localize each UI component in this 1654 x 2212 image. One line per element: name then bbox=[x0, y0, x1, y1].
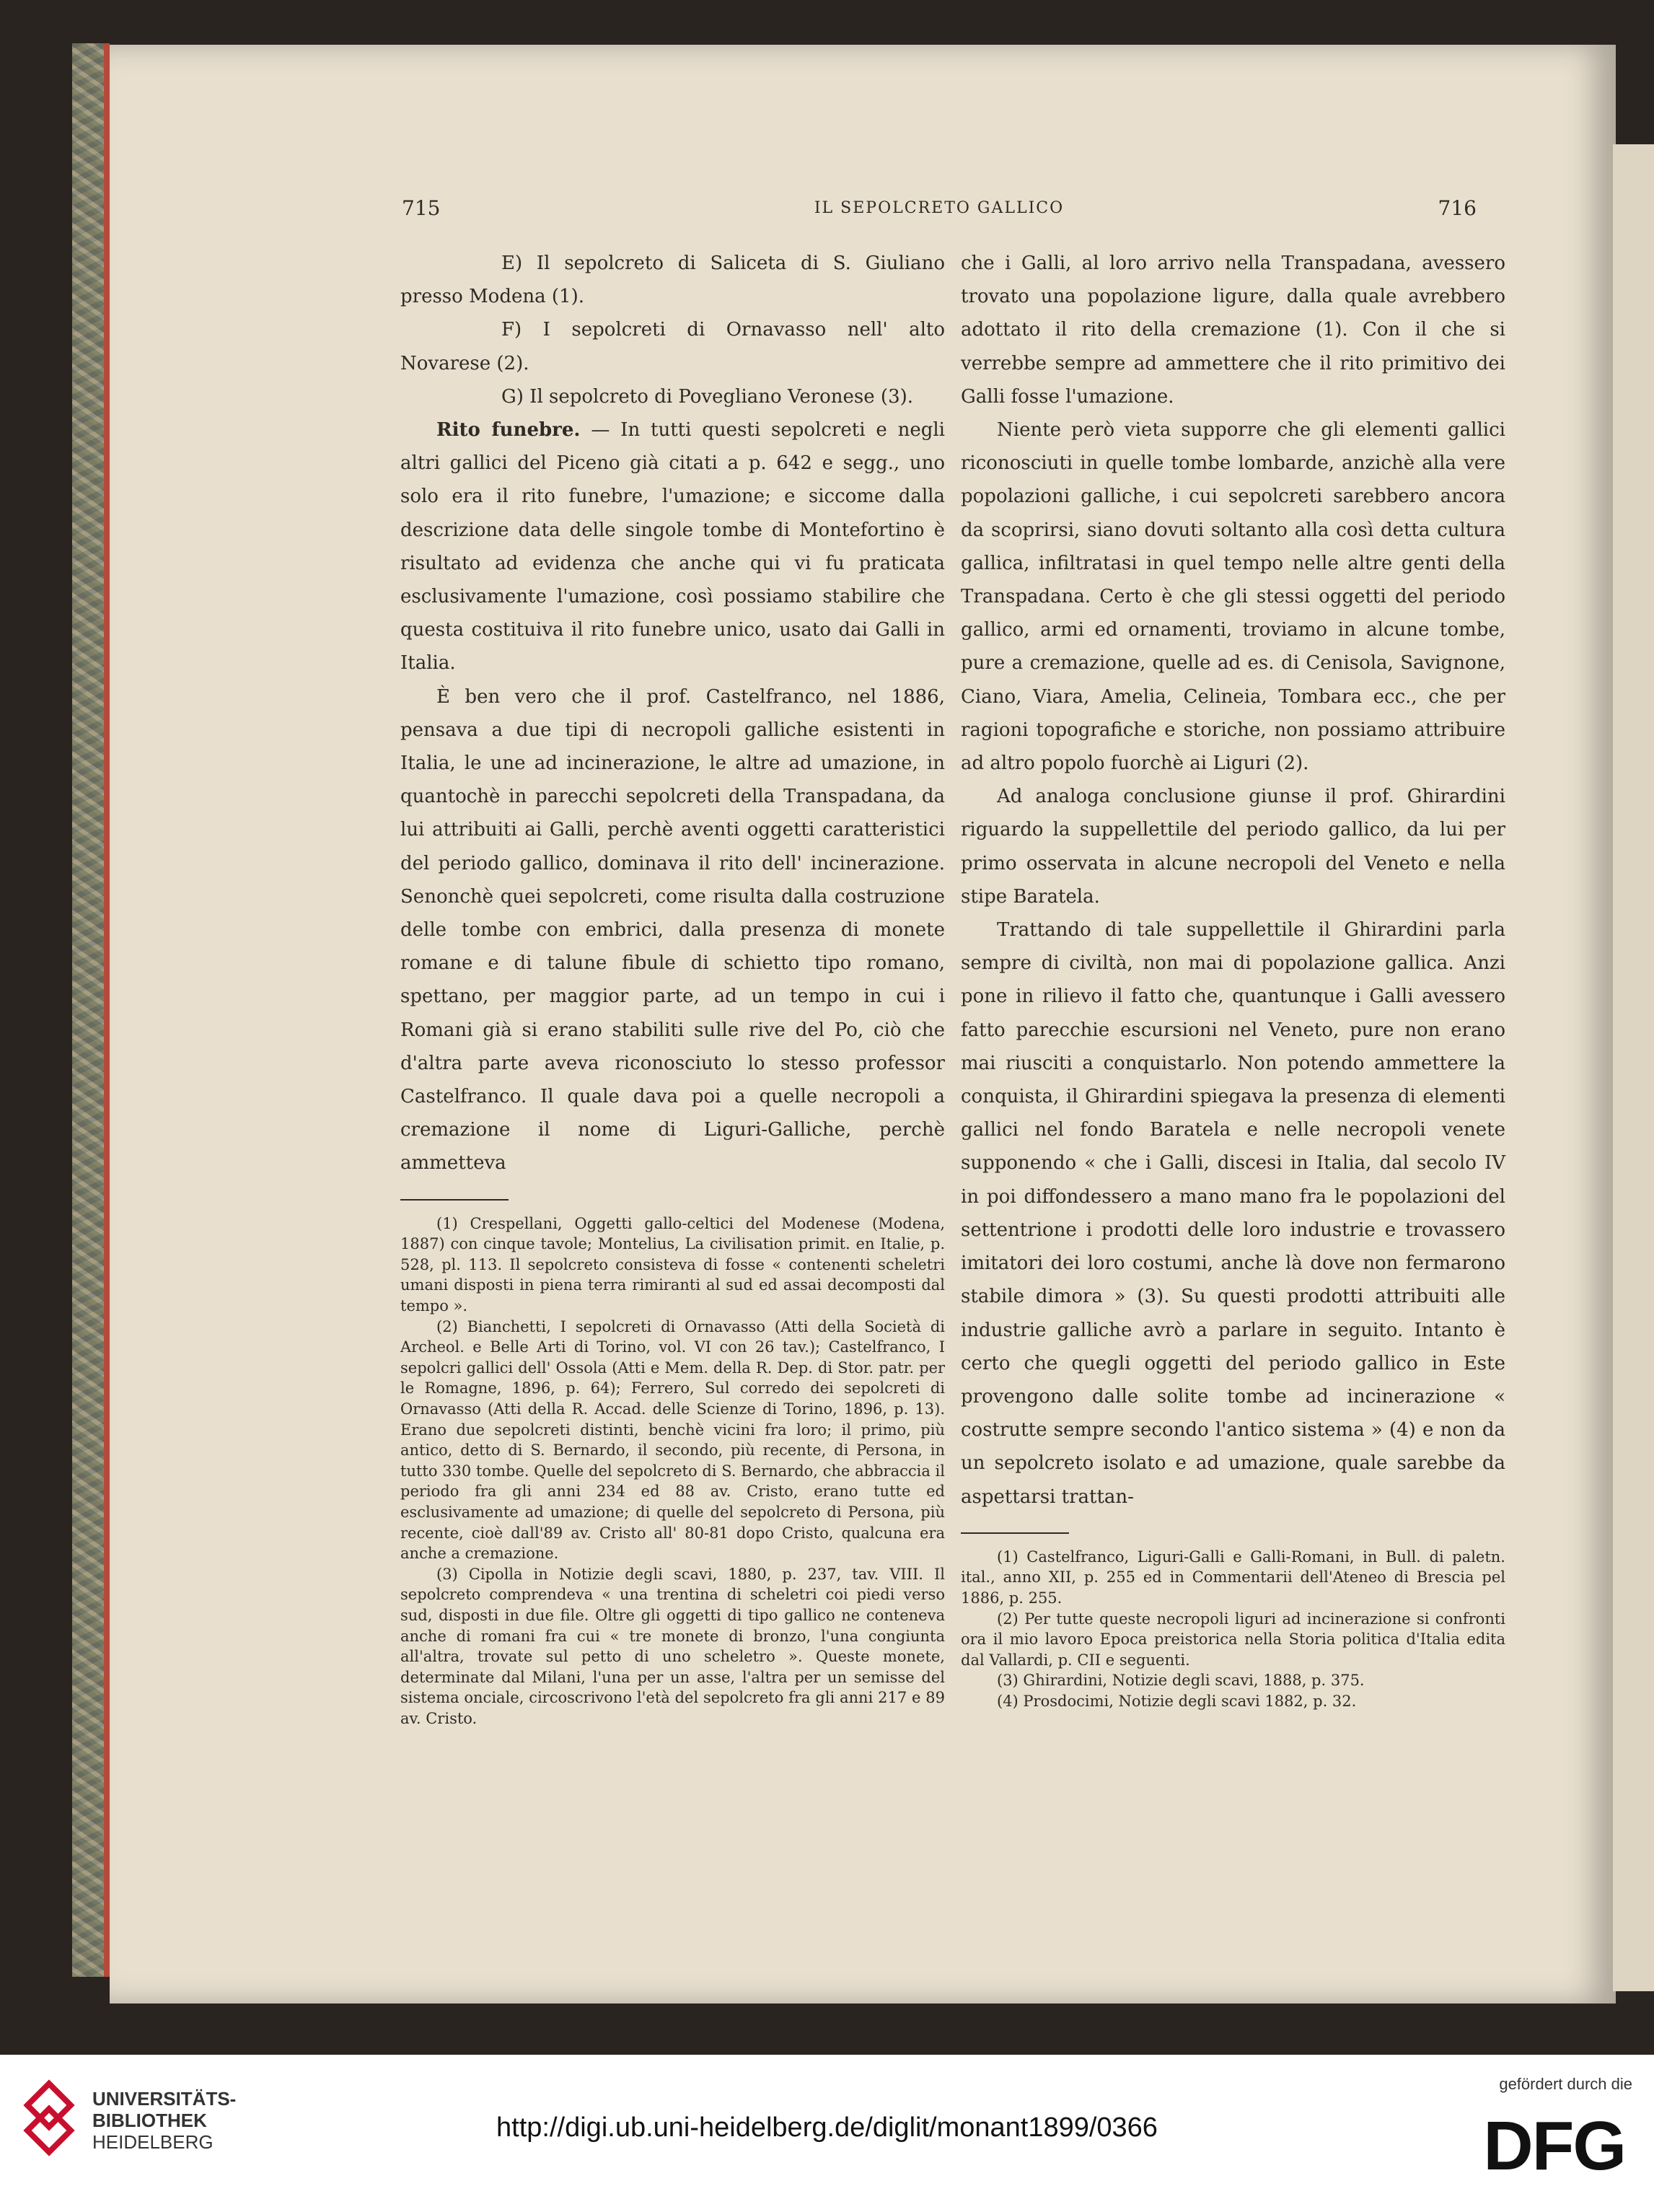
footnote-divider bbox=[961, 1532, 1069, 1534]
list-item: E) Il sepolcreto di Saliceta di S. Giuliano presso Modena (1). bbox=[400, 253, 945, 308]
page-number-left: 715 bbox=[402, 196, 441, 220]
footnote: (1) Crespellani, Oggetti gallo-celtici del Modenese (Modena, 1887) con cinque tavole; Montelius, La civilisation primit. en Italie, p. 528, pl. 113. Il sepolcreto consisteva di fosse « contenenti scheletri umani disposti in piena terra rimiranti al sud ed assai decomposti dal tempo ». bbox=[400, 1214, 945, 1315]
paragraph: È ben vero che il prof. Castelfranco, nel 1886, pensava a due tipi di necropoli galliche esistenti in Italia, le une ad incinerazione, le altre ad umazione, in quantochè in parecchi sepolcreti della Transpadana, da lui attribuiti ai Galli, perchè aventi oggetti caratteristici del periodo gallico, dominava il rito dell' incinerazione. Senonchè quei sepolcreti, come risulta dalla costruzione delle tombe con embrici, dalla presenza di monete romane e di talune fibule di schietto tipo romano, spettano, per maggior parte, ad un tempo in cui i Romani già si erano stabiliti sulle rive del Po, ciò che d'altra parte aveva riconosciuto lo stesso professor Castelfranco. Il quale dava poi a quelle necropoli a cremazione il nome di Liguri-Galliche, perchè ammetteva bbox=[400, 685, 945, 1175]
footnote: (4) Prosdocimi, Notizie degli scavi 1882, p. 32. bbox=[997, 1692, 1357, 1710]
dfg-logo: DFG bbox=[1483, 2107, 1625, 2185]
funded-by-label: gefördert durch die bbox=[1499, 2075, 1632, 2093]
footnote: (2) Bianchetti, I sepolcreti di Ornavasso (Atti della Società di Archeol. e Belle Arti di Torino, vol. VI con 26 tav.); Castelfranco, I sepolcri gallici dell' Ossola (Atti e Mem. della R. Dep. di Stor. patr. per le Romagne, 1896, p. 64); Ferrero, Sul corredo dei sepolcreti di Ornavasso (Atti della R. Accad. delle Scienze di Torino, 1896, p. 13). Erano due sepolcreti distinti, benchè vicini fra loro; il primo, più antico, detto di S. Bernardo, il secondo, più recente, di Persona, in tutto 330 tombe. Quelle del sepolcreto di S. Bernardo, che abbraccia il periodo fra gli anni 234 ed 88 av. Cristo, erano tutte ed esclusivamente ad umazione; di quelle del sepolcreto di Persona, più recente, cioè dall'89 av. Cristo all' 80-81 dopo Cristo, qualcuna era anche a cremazione. bbox=[400, 1317, 945, 1563]
rito-funebre-label: Rito funebre. bbox=[436, 419, 581, 442]
source-url-link[interactable]: http://digi.ub.uni-heidelberg.de/diglit/monant1899/0366 bbox=[496, 2112, 1158, 2143]
footnote: (3) Ghirardini, Notizie degli scavi, 1888, p. 375. bbox=[997, 1672, 1365, 1690]
right-column bbox=[961, 247, 1505, 1711]
footnote-divider bbox=[400, 1199, 509, 1201]
rito-funebre-text: — In tutti questi sepolcreti e negli altri gallici del Piceno già citati a p. 642 e segg., uno solo era il rito funebre, l'umazione; e siccome dalla descrizione data delle singole tombe di Montefortino è risultato ad evidenza che anche qui vi fu praticata esclusivamente l'umazione, così possiamo stabilire che questa costituiva il rito funebre unico, usato dai Galli in Italia. bbox=[400, 419, 945, 675]
institution-line: BIBLIOTHEK bbox=[92, 2110, 207, 2131]
book-marbled-edge bbox=[72, 43, 110, 1977]
list-item: F) I sepolcreti di Ornavasso nell' alto Novarese (2). bbox=[400, 319, 945, 374]
institution-line: HEIDELBERG bbox=[92, 2131, 214, 2153]
paragraph: Ad analoga conclusione giunse il prof. Ghirardini riguardo la suppellettile del periodo gallico, da lui per primo osservata in alcune necropoli del Veneto e nella stipe Baratela. bbox=[961, 786, 1505, 908]
paragraph: Niente però vieta supporre che gli elementi gallici riconosciuti in quelle tombe lombarde, anzichè alla vere popolazioni galliche, i cui sepolcreti sarebbero ancora da scoprirsi, siano dovuti soltanto alla così detta cultura gallica, infiltratasi in quel tempo nelle altre genti della Transpadana. Certo è che gli stessi oggetti del periodo gallico, armi ed ornamenti, troviamo in alcune tombe, pure a cremazione, quelle ad es. di Cenisola, Savignone, Ciano, Viara, Amelia, Celineia, Tombara ecc., che per ragioni topografiche e storiche, non possiamo attribuire ad altro popolo fuorchè ai Liguri (2). bbox=[961, 419, 1505, 775]
footnote: (1) Castelfranco, Liguri-Galli e Galli-Romani, in Bull. di paletn. ital., anno XII, p. 255 ed in Commentarii dell'Ateneo di Brescia pel 1886, p. 255. bbox=[961, 1548, 1505, 1607]
list-item: G) Il sepolcreto di Povegliano Veronese (3). bbox=[501, 385, 914, 408]
paragraph: che i Galli, al loro arrivo nella Transpadana, avessero trovato una popolazione ligure, dalla quale avrebbero adottato il rito della cremazione (1). Con il che si verrebbe sempre ad ammettere che il rito primitivo dei Galli fosse l'umazione. bbox=[961, 253, 1505, 408]
adjacent-page-edge bbox=[1613, 144, 1654, 1991]
page-number-right: 716 bbox=[1438, 196, 1477, 220]
left-column bbox=[400, 247, 945, 1729]
paragraph-rito-funebre bbox=[400, 413, 945, 680]
paragraph: Trattando di tale suppellettile il Ghirardini parla sempre di civiltà, non mai di popolazione gallica. Anzi pone in rilievo il fatto che, quantunque i Galli avessero fatto parecchie escursioni nel Veneto, pure non erano mai riusciti a conquistarlo. Non potendo ammettere la conquista, il Ghirardini spiegava la presenza di elementi gallici nel fondo Baratela e nelle necropoli venete supponendo « che i Galli, discesi in Italia, dal secolo IV in poi diffondessero a mano mano fra le popolazioni del settentrione i prodotti delle loro industrie e trovassero imitatori dei loro costumi, anche là dove non fermarono stabile dimora » (3). Su questi prodotti attribuiti alle industrie galliche avrò a parlare in seguito. Intanto è certo che quegli oggetti del periodo gallico in Este provengono dalle solite tombe ad incinerazione « costrutte sempre secondo l'antico sistema » (4) e non da un sepolcreto isolato e ad umazione, quale sarebbe da aspettarsi trattan- bbox=[961, 919, 1505, 1508]
running-title: IL SEPOLCRETO GALLICO bbox=[814, 199, 1065, 217]
institution-line: UNIVERSITÄTS- bbox=[92, 2088, 237, 2110]
footnote: (2) Per tutte queste necropoli liguri ad incinerazione si confronti ora il mio lavoro Epoca preistorica nella Storia politica d'Italia edita dal Vallardi, p. CII e seguenti. bbox=[961, 1610, 1505, 1669]
footnote: (3) Cipolla in Notizie degli scavi, 1880, p. 237, tav. VIII. Il sepolcreto comprendeva « una trentina di scheletri coi piedi verso sud, disposti in due file. Oltre gli oggetti di tipo gallico ne conteneva anche di romani fra cui « tre monete di bronzo, l'una congiunta all'altra, trovate sul petto di uno scheletro ». Queste monete, determinate dal Milani, l'una per un asse, l'altra per un semisse del sistema onciale, circoscrivono l'età del sepolcreto fra gli anni 217 e 89 av. Cristo. bbox=[400, 1565, 945, 1727]
running-head bbox=[402, 196, 1477, 225]
